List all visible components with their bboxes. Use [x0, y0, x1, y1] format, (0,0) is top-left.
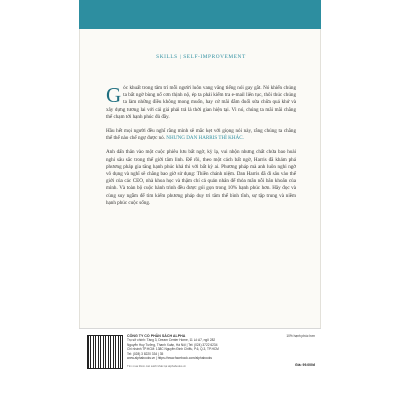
price-label: Giá: 99.000đ	[295, 363, 315, 367]
barcode-icon	[87, 335, 123, 369]
publisher-line-3: Chi nhánh TP.HCM: 138C Nguyễn Đình Chiểu, P.6, Q.3, TP.HCM	[127, 347, 219, 352]
top-color-band	[79, 0, 321, 29]
bottom-margin	[79, 372, 321, 400]
blurb-paragraph-2	[106, 128, 296, 142]
publisher-line-5: www.alphabooks.vn | https://www.facebook.com/alphabooks	[127, 356, 212, 361]
author-highlight: NHƯNG DAN HARRIS THÌ KHÁC.	[166, 135, 244, 142]
paragraph-1-text: óc khuất trong tâm trí mỗi người luôn vang vẳng tiếng nói gay gắt. Nó khiến chúng ta bất ngờ bùng nổ cơn thịnh nộ, ép ta phải kiểm tra e-mail liên tục, thôi thúc chúng ta làm những điều không mong muốn, hay cứ mãi đắm đuối sửa chữa quá khứ và xây dựng tương lai với cái giá phải trả là thời gian hiện tại. Vì nó, chúng ta mãi mãi chẳng thể chạm tới hạnh phúc đủ đầy.	[106, 85, 296, 120]
publisher-line-1: Trụ sở chính: Tầng 3, Dream Center Home, 11 Lô A7, ngõ 282	[127, 338, 216, 343]
book-title-small: 10% hạnh phúc hơn	[286, 334, 315, 338]
blurb-paragraph-1	[106, 85, 296, 121]
publisher-details	[127, 334, 247, 360]
series-label: SKILLS | SELF-IMPROVEMENT	[156, 54, 246, 60]
blurb-body	[106, 85, 296, 214]
cover-content-panel	[79, 29, 321, 374]
publisher-line-2: Nguyễn Huy Tưởng, Thanh Xuân, Hà Nội | Tel: (024) 3722 6234	[127, 342, 218, 347]
publisher-info-strip	[79, 328, 321, 372]
publisher-name: CÔNG TY CỔ PHẦN SÁCH ALPHA	[127, 334, 186, 338]
publisher-line-4: Tel: (028) 3 8220 334 | 35	[127, 351, 164, 356]
drop-cap: G	[106, 83, 122, 107]
footer-note: Tìm mua thêm các sách khác tại alphabooks.vn	[127, 364, 187, 368]
paragraph-2-text: Hầu hết mọi người đều nghĩ rằng mình sẽ mắc kẹt với giọng nói này, rằng chúng ta chẳng thể thế nào chế ngự được nó.	[106, 128, 296, 142]
blurb-paragraph-3: Anh dấn thân vào một cuộc phiêu lưu bất ngờ, kỳ lạ, vui nhộn nhưng chất chứa bao hoài nghi sâu sắc trong thế giới tâm linh. Để rồi, theo một cách bất ngờ, Harris đã khám phá phương pháp gia tăng hạnh phúc khả thi với bất kỳ ai. Phương pháp mà anh luôn nghi ngờ vô dụng và nghĩ sẽ chẳng bao giờ sử dụng: Thiền chánh niệm. Dan Harris đã đi sâu vào thế giới của các CEO, nhà khoa học và thậm chí cả quản nhân để thỏa mãn nỗi băn khoăn của mình. Và toàn bộ cuộc hành trình đều được gói gọn trong 10% hạnh phúc hơn. Hãy đọc và cùng suy ngẫm để tìm kiếm phương pháp duy trì tâm thế bình tĩnh, sự tập trung và niềm hạnh phúc cuộc sống.	[106, 149, 296, 206]
